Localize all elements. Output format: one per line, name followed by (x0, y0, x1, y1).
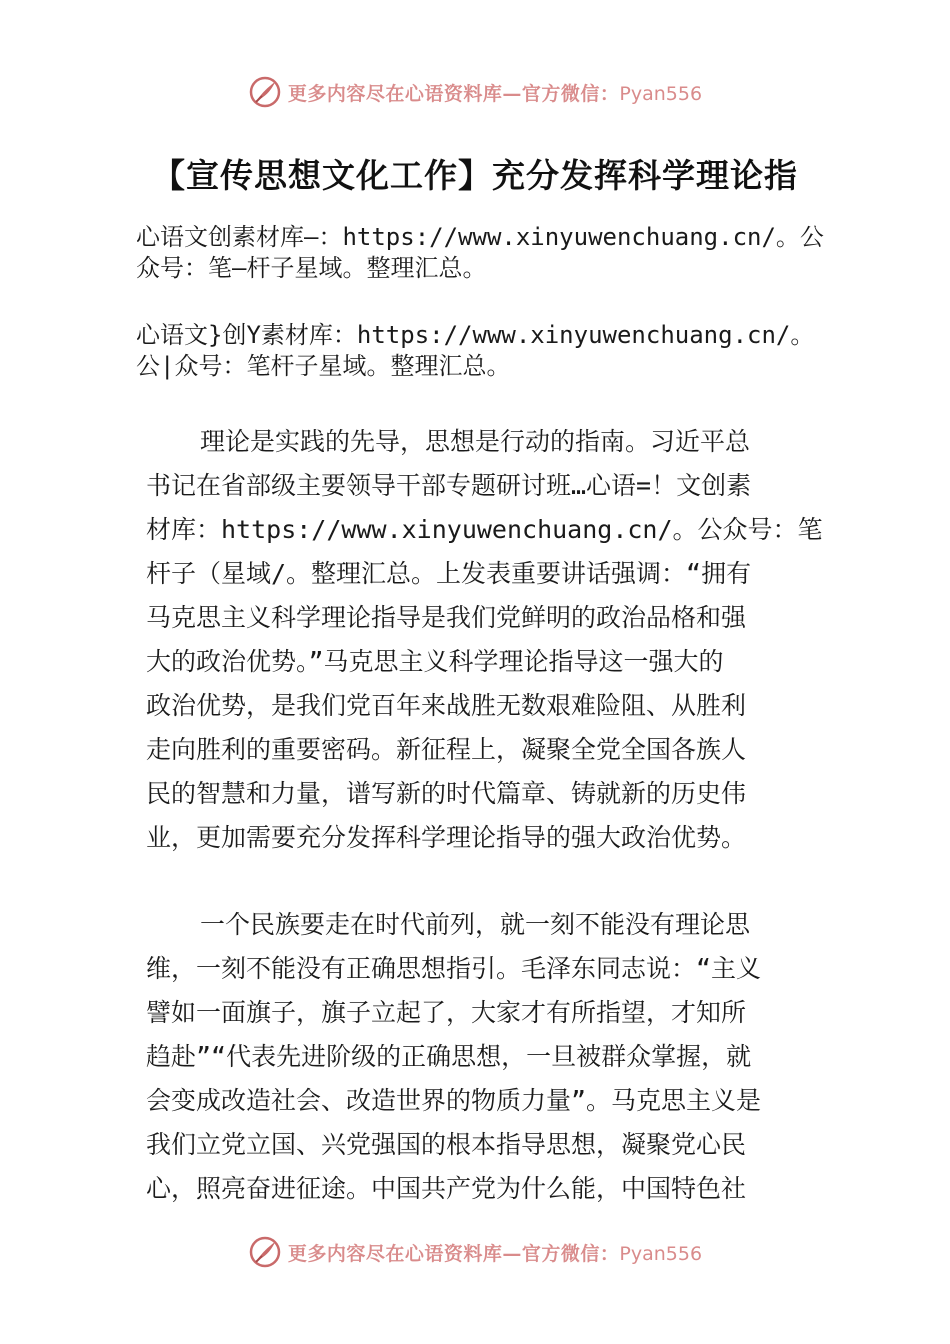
paragraph-line: 会变成改造社会、改造世界的物质力量”。马克思主义是 (146, 1086, 762, 1115)
header-wechat-id: Pyan556 (619, 82, 703, 105)
quill-logo-icon (248, 75, 282, 109)
paragraph-line: 政治优势，是我们党百年来战胜无数艰难险阻、从胜利 (146, 691, 747, 720)
quill-logo-icon (248, 1235, 282, 1269)
paragraph-line: 杆子（星域/。整理汇总。上发表重要讲话强调：“拥有 (146, 559, 752, 588)
source-note-line: 心语文创素材库—：https://www.xinyuwenchuang.cn/。公 (136, 223, 824, 251)
source-note-line: 心语文}创Y素材库：https://www.xinyuwenchuang.cn/。 (136, 321, 815, 349)
footer-wechat-id: Pyan556 (619, 1242, 703, 1265)
paragraph-line: 材库：https://www.xinyuwenchuang.cn/。公众号：笔 (146, 515, 823, 544)
paragraph-line: 心，照亮奋进征途。中国共产党为什么能，中国特色社 (146, 1174, 747, 1203)
paragraph-line: 业，更加需要充分发挥科学理论指导的强大政治优势。 (146, 823, 747, 852)
footer-banner (0, 1232, 950, 1272)
footer-banner-label: 更多内容尽在心语资料库—官方微信： (287, 1242, 620, 1265)
paragraph-line: 我们立党立国、兴党强国的根本指导思想，凝聚党心民 (146, 1130, 747, 1159)
document-title: 【宣传思想文化工作】充分发挥科学理论指 (152, 156, 798, 195)
paragraph-line: 趋赴”“代表先进阶级的正确思想，一旦被群众掌握，就 (146, 1042, 752, 1071)
body-paragraph-1 (146, 420, 823, 860)
paragraph-line: 民的智慧和力量，谱写新的时代篇章、铸就新的历史伟 (146, 779, 747, 808)
source-note-1 (136, 222, 848, 284)
footer-banner-text (288, 1239, 702, 1266)
paragraph-line: 大的政治优势。”马克思主义科学理论指导这一强大的 (146, 647, 724, 676)
header-banner (0, 72, 950, 112)
paragraph-line: 走向胜利的重要密码。新征程上，凝聚全党全国各族人 (146, 735, 747, 764)
paragraph-line: 维，一刻不能没有正确思想指引。毛泽东同志说：“主义 (146, 954, 762, 983)
header-banner-text (288, 79, 702, 106)
body-paragraph-2 (146, 903, 812, 1211)
header-banner-label: 更多内容尽在心语资料库—官方微信： (287, 82, 620, 105)
paragraph-line: 一个民族要走在时代前列，就一刻不能没有理论思 (200, 910, 751, 939)
source-note-2 (136, 320, 848, 382)
source-note-line: 众号：笔—杆子星域。整理汇总。 (136, 254, 487, 282)
paragraph-line: 譬如一面旗子，旗子立起了，大家才有所指望，才知所 (146, 998, 747, 1027)
source-note-line: 公|众号：笔杆子星域。整理汇总。 (136, 352, 511, 380)
paragraph-line: 书记在省部级主要领导干部专题研讨班…心语=！文创素 (146, 471, 752, 500)
paragraph-line: 理论是实践的先导，思想是行动的指南。习近平总 (200, 427, 751, 456)
paragraph-line: 马克思主义科学理论指导是我们党鲜明的政治品格和强 (146, 603, 747, 632)
